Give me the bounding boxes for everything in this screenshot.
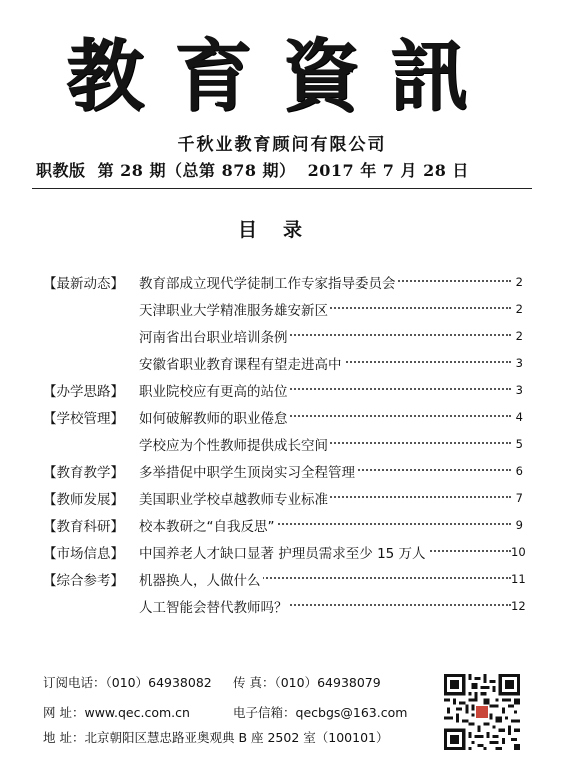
email-link[interactable]: qecbgs@163.com [295, 705, 408, 720]
toc-category: 【学校管理】 [43, 410, 124, 427]
qr-code-icon[interactable] [444, 674, 520, 750]
issue-number: 第 28 期（总第 878 期） [97, 161, 296, 180]
toc-page: 10 [511, 544, 526, 559]
address-value: 北京朝阳区慧忠路亚奥观典 B 座 2502 室（100101） [84, 730, 389, 745]
toc-page: 7 [511, 491, 523, 505]
toc-page: 2 [511, 275, 523, 289]
toc-category: 【办学思路】 [43, 383, 124, 400]
toc-title-item[interactable]: 学校应为个性教师提供成长空间 [139, 434, 330, 454]
toc-category: 【市场信息】 [43, 545, 124, 562]
phone-label: 订阅电话： [43, 675, 106, 690]
toc-page: 3 [511, 356, 523, 370]
toc-row[interactable] [43, 322, 523, 349]
fax-label: 传 真： [233, 675, 275, 690]
toc-row[interactable] [43, 538, 526, 565]
toc-row[interactable] [43, 430, 523, 457]
web-link[interactable]: www.qec.com.cn [84, 705, 190, 720]
web-row [43, 703, 190, 721]
masthead-title: 教育資訊 [65, 31, 498, 122]
toc-category: 【最新动态】 [43, 275, 124, 292]
phone-row [43, 673, 212, 691]
toc-title-item[interactable]: 安徽省职业教育课程有望走进高中 [139, 353, 344, 373]
fax-row [233, 673, 381, 691]
toc-page: 11 [511, 571, 526, 586]
toc-row[interactable] [43, 376, 523, 403]
toc-title-item[interactable]: 校本教研之“自我反思” [139, 515, 277, 535]
toc-page: 12 [511, 598, 526, 613]
phone-value: （010）64938082 [105, 675, 212, 690]
toc-title-item[interactable]: 机器换人，人做什么 [139, 569, 263, 589]
edition-label: 职教版 [36, 161, 86, 180]
issue-date: 2017 年 7 月 28 日 [307, 161, 469, 180]
toc-row[interactable] [43, 403, 523, 430]
toc-title-item[interactable]: 河南省出台职业培训条例 [139, 326, 290, 346]
toc-row[interactable] [43, 268, 523, 295]
toc-title-item[interactable]: 美国职业学校卓越教师专业标准 [139, 488, 330, 508]
toc-row[interactable] [43, 565, 526, 592]
toc-page: 4 [511, 410, 523, 424]
email-label: 电子信箱： [233, 705, 296, 720]
header-divider [32, 188, 532, 189]
toc-page: 9 [511, 518, 523, 532]
toc-page: 2 [511, 329, 523, 343]
toc-title-item[interactable]: 多举措促中职学生顶岗实习全程管理 [139, 461, 357, 481]
toc-row[interactable] [43, 511, 523, 538]
fax-value: （010）64938079 [274, 675, 381, 690]
toc-title-item[interactable]: 中国养老人才缺口显著 护理员需求至少 15 万人 [139, 542, 428, 562]
toc-title-item[interactable]: 天津职业大学精准服务雄安新区 [139, 299, 330, 319]
toc-row[interactable] [43, 484, 523, 511]
toc-title-item[interactable]: 教育部成立现代学徒制工作专家指导委员会 [139, 272, 398, 292]
table-of-contents [43, 268, 526, 619]
toc-category: 【教育科研】 [43, 518, 124, 535]
toc-row[interactable] [43, 457, 523, 484]
issue-line [36, 163, 536, 179]
toc-page: 6 [511, 464, 523, 478]
toc-page: 2 [511, 302, 523, 316]
toc-row[interactable] [43, 295, 523, 322]
toc-row[interactable] [43, 592, 526, 619]
toc-row[interactable] [43, 349, 523, 376]
address-label: 地 址： [43, 730, 85, 745]
toc-title-item[interactable]: 职业院校应有更高的站位 [139, 380, 290, 400]
toc-category: 【教育教学】 [43, 464, 124, 481]
toc-category: 【教师发展】 [43, 491, 124, 508]
email-row [233, 703, 407, 721]
toc-title: 目录 [238, 219, 329, 241]
toc-category: 【综合参考】 [43, 572, 124, 589]
web-label: 网 址： [43, 705, 85, 720]
company-name: 千秋业教育顾问有限公司 [177, 135, 387, 155]
toc-page: 3 [511, 383, 523, 397]
address-row [43, 728, 388, 746]
toc-page: 5 [511, 437, 523, 451]
toc-title-item[interactable]: 如何破解教师的职业倦怠 [139, 407, 290, 427]
toc-title-item[interactable]: 人工智能会替代教师吗？ [139, 596, 290, 616]
